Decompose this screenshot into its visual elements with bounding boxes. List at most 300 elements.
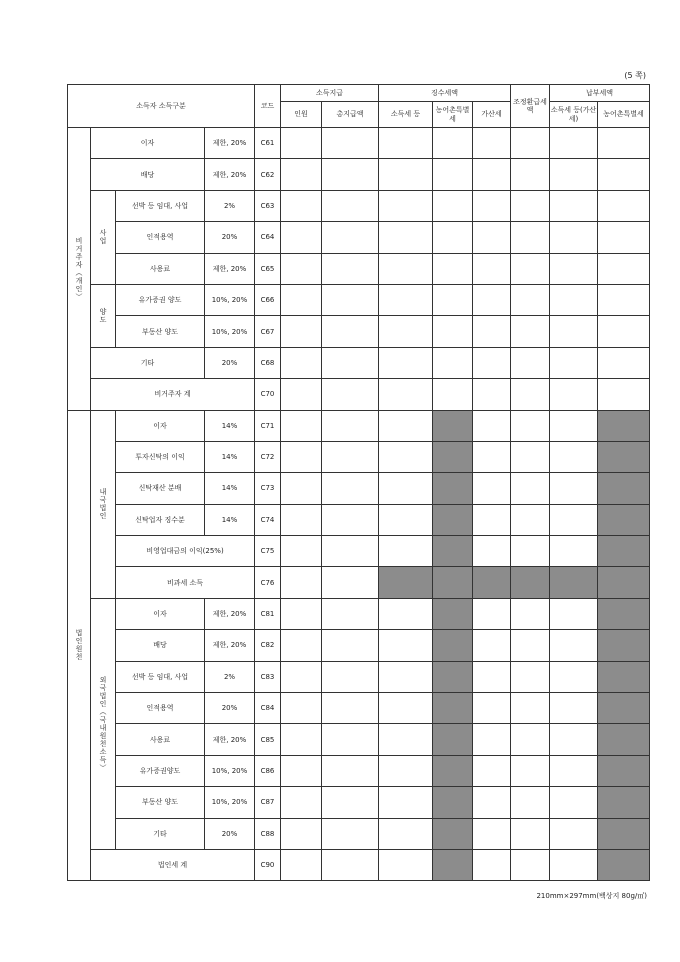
income-tax-header: 소득세 등 xyxy=(379,102,433,128)
row-code: C72 xyxy=(255,441,281,472)
foreign-corp-group: 외 국 법 인 ︵ 국 내 원 천 소 득 ︶ xyxy=(91,598,116,849)
row-label: 선박 등 임대, 사업 xyxy=(116,661,205,692)
rural-tax2-cell[interactable] xyxy=(598,316,650,347)
table-row xyxy=(68,190,650,221)
rural-tax2-cell[interactable] xyxy=(598,159,650,190)
rural-tax2-cell[interactable] xyxy=(598,598,650,629)
transfer-group: 양 도 xyxy=(91,284,116,347)
income-tax-cell[interactable] xyxy=(379,536,433,567)
rural-tax2-cell[interactable] xyxy=(598,284,650,315)
income-tax-cell[interactable] xyxy=(379,504,433,535)
payment-header: 소득지급 xyxy=(281,85,379,102)
people-cell[interactable] xyxy=(281,598,322,629)
row-code: C70 xyxy=(255,379,281,410)
table-row xyxy=(68,159,650,190)
rural-tax2-cell[interactable] xyxy=(598,724,650,755)
total-pay-cell[interactable] xyxy=(322,661,379,692)
income-tax-cell[interactable] xyxy=(379,347,433,378)
tax-rate: 2% xyxy=(205,190,255,221)
add-tax-header: 가산세 xyxy=(473,102,511,128)
domestic-corp-group: 내 국 법 인 xyxy=(91,410,116,598)
adjust-refund-header: 조정환급세액 xyxy=(511,85,550,128)
row-code: C74 xyxy=(255,504,281,535)
people-cell[interactable] xyxy=(281,347,322,378)
rural-tax-cell[interactable] xyxy=(433,190,473,221)
row-label: 기타 xyxy=(91,347,205,378)
row-code: C66 xyxy=(255,284,281,315)
row-label: 인적용역 xyxy=(116,693,205,724)
row-label: 배당 xyxy=(116,630,205,661)
tax-rate: 제한, 20% xyxy=(205,253,255,284)
adjust-refund-cell[interactable] xyxy=(511,598,550,629)
add-tax-cell[interactable] xyxy=(473,128,511,159)
adjust-refund-cell[interactable] xyxy=(511,190,550,221)
people-cell[interactable] xyxy=(281,441,322,472)
total-pay-cell[interactable] xyxy=(322,253,379,284)
people-cell[interactable] xyxy=(281,316,322,347)
total-pay-cell[interactable] xyxy=(322,190,379,221)
table-row xyxy=(68,661,650,692)
adjust-refund-cell[interactable] xyxy=(511,849,550,880)
adjust-refund-cell[interactable] xyxy=(511,536,550,567)
total-pay-cell[interactable] xyxy=(322,818,379,849)
income-tax-cell[interactable] xyxy=(379,128,433,159)
total-pay-cell[interactable] xyxy=(322,504,379,535)
adjust-refund-cell[interactable] xyxy=(511,159,550,190)
adjust-refund-cell[interactable] xyxy=(511,473,550,504)
rural-tax2-cell[interactable] xyxy=(598,441,650,472)
total-pay-cell[interactable] xyxy=(322,347,379,378)
rural-tax-cell[interactable] xyxy=(433,661,473,692)
row-code: C71 xyxy=(255,410,281,441)
row-label: 부동산 양도 xyxy=(116,787,205,818)
table-row xyxy=(68,410,650,441)
income-tax-incl-cell[interactable] xyxy=(550,410,598,441)
people-cell[interactable] xyxy=(281,159,322,190)
people-cell[interactable] xyxy=(281,755,322,786)
tax-rate: 14% xyxy=(205,473,255,504)
tax-rate: 20% xyxy=(205,818,255,849)
income-tax-cell[interactable] xyxy=(379,724,433,755)
add-tax-cell[interactable] xyxy=(473,441,511,472)
table-row xyxy=(68,441,650,472)
row-label: 비거주자 계 xyxy=(91,379,255,410)
income-tax-incl-cell[interactable] xyxy=(550,693,598,724)
income-tax-incl-cell[interactable] xyxy=(550,787,598,818)
row-code: C67 xyxy=(255,316,281,347)
income-tax-incl-cell[interactable] xyxy=(550,441,598,472)
row-code: C87 xyxy=(255,787,281,818)
total-pay-cell[interactable] xyxy=(322,473,379,504)
add-tax-cell[interactable] xyxy=(473,849,511,880)
income-tax-cell[interactable] xyxy=(379,410,433,441)
income-tax-incl-cell[interactable] xyxy=(550,159,598,190)
tax-rate: 14% xyxy=(205,441,255,472)
people-cell[interactable] xyxy=(281,504,322,535)
rural-tax-cell[interactable] xyxy=(433,787,473,818)
rural-tax2-cell[interactable] xyxy=(598,693,650,724)
people-cell[interactable] xyxy=(281,222,322,253)
rural-tax2-header: 농어촌특별세 xyxy=(598,102,650,128)
row-label: 이자 xyxy=(91,128,205,159)
table-row xyxy=(68,567,650,598)
rural-tax2-cell[interactable] xyxy=(598,755,650,786)
adjust-refund-cell[interactable] xyxy=(511,693,550,724)
income-tax-incl-cell[interactable] xyxy=(550,755,598,786)
people-cell[interactable] xyxy=(281,190,322,221)
adjust-refund-cell[interactable] xyxy=(511,818,550,849)
income-tax-cell[interactable] xyxy=(379,159,433,190)
adjust-refund-cell[interactable] xyxy=(511,630,550,661)
add-tax-cell[interactable] xyxy=(473,159,511,190)
adjust-refund-cell[interactable] xyxy=(511,787,550,818)
people-cell[interactable] xyxy=(281,253,322,284)
rural-tax2-cell[interactable] xyxy=(598,473,650,504)
row-code: C83 xyxy=(255,661,281,692)
income-tax-incl-cell[interactable] xyxy=(550,818,598,849)
row-label: 배당 xyxy=(91,159,205,190)
income-tax-cell[interactable] xyxy=(379,379,433,410)
rural-tax-cell[interactable] xyxy=(433,567,473,598)
add-tax-cell[interactable] xyxy=(473,755,511,786)
add-tax-cell[interactable] xyxy=(473,693,511,724)
nonresident-section: 비 거 주 자 ︵ 개 인 ︶ xyxy=(68,128,91,411)
rural-tax2-cell[interactable] xyxy=(598,128,650,159)
payment-tax-header: 납부세액 xyxy=(550,85,650,102)
total-pay-cell[interactable] xyxy=(322,379,379,410)
total-pay-cell[interactable] xyxy=(322,567,379,598)
paper-spec: 210mm×297mm(백상지 80g/㎡) xyxy=(536,892,647,900)
rural-tax-cell[interactable] xyxy=(433,379,473,410)
total-pay-header: 총지급액 xyxy=(322,102,379,128)
total-pay-cell[interactable] xyxy=(322,724,379,755)
income-tax-cell[interactable] xyxy=(379,849,433,880)
income-tax-cell[interactable] xyxy=(379,316,433,347)
income-tax-cell[interactable] xyxy=(379,630,433,661)
income-tax-incl-cell[interactable] xyxy=(550,379,598,410)
people-cell[interactable] xyxy=(281,473,322,504)
total-pay-cell[interactable] xyxy=(322,159,379,190)
adjust-refund-cell[interactable] xyxy=(511,128,550,159)
total-pay-cell[interactable] xyxy=(322,787,379,818)
table-row xyxy=(68,347,650,378)
page-number: (5 쪽) xyxy=(624,71,646,80)
people-cell[interactable] xyxy=(281,379,322,410)
rural-tax2-cell[interactable] xyxy=(598,410,650,441)
tax-rate: 20% xyxy=(205,222,255,253)
rural-tax2-cell[interactable] xyxy=(598,630,650,661)
add-tax-cell[interactable] xyxy=(473,630,511,661)
income-tax-cell[interactable] xyxy=(379,787,433,818)
tax-rate: 10%, 20% xyxy=(205,284,255,315)
rural-tax-cell[interactable] xyxy=(433,410,473,441)
add-tax-cell[interactable] xyxy=(473,567,511,598)
income-tax-cell[interactable] xyxy=(379,755,433,786)
income-tax-incl-cell[interactable] xyxy=(550,253,598,284)
income-tax-incl-cell[interactable] xyxy=(550,724,598,755)
people-cell[interactable] xyxy=(281,567,322,598)
rural-tax2-cell[interactable] xyxy=(598,504,650,535)
adjust-refund-cell[interactable] xyxy=(511,253,550,284)
rural-tax2-cell[interactable] xyxy=(598,190,650,221)
add-tax-cell[interactable] xyxy=(473,316,511,347)
add-tax-cell[interactable] xyxy=(473,253,511,284)
rural-tax2-cell[interactable] xyxy=(598,347,650,378)
row-code: C73 xyxy=(255,473,281,504)
people-cell[interactable] xyxy=(281,284,322,315)
income-class-header: 소득자 소득구분 xyxy=(68,85,255,128)
rural-tax2-cell[interactable] xyxy=(598,661,650,692)
add-tax-cell[interactable] xyxy=(473,190,511,221)
rural-tax-cell[interactable] xyxy=(433,128,473,159)
total-pay-cell[interactable] xyxy=(322,222,379,253)
income-tax-cell[interactable] xyxy=(379,473,433,504)
row-code: C81 xyxy=(255,598,281,629)
rural-tax-cell[interactable] xyxy=(433,284,473,315)
add-tax-cell[interactable] xyxy=(473,504,511,535)
adjust-refund-cell[interactable] xyxy=(511,347,550,378)
adjust-refund-cell[interactable] xyxy=(511,379,550,410)
rural-tax-cell[interactable] xyxy=(433,630,473,661)
total-pay-cell[interactable] xyxy=(322,693,379,724)
table-row xyxy=(68,818,650,849)
people-cell[interactable] xyxy=(281,536,322,567)
row-code: C75 xyxy=(255,536,281,567)
people-cell[interactable] xyxy=(281,693,322,724)
income-tax-cell[interactable] xyxy=(379,818,433,849)
rural-tax-cell[interactable] xyxy=(433,473,473,504)
row-code: C88 xyxy=(255,818,281,849)
add-tax-cell[interactable] xyxy=(473,222,511,253)
row-code: C85 xyxy=(255,724,281,755)
table-row xyxy=(68,849,650,880)
row-code: C76 xyxy=(255,567,281,598)
table-row xyxy=(68,755,650,786)
total-pay-cell[interactable] xyxy=(322,598,379,629)
row-label: 신탁업자 징수분 xyxy=(116,504,205,535)
table-row xyxy=(68,222,650,253)
adjust-refund-cell[interactable] xyxy=(511,441,550,472)
rural-tax-cell[interactable] xyxy=(433,253,473,284)
tax-rate: 제한, 20% xyxy=(205,724,255,755)
rural-tax-cell[interactable] xyxy=(433,598,473,629)
adjust-refund-cell[interactable] xyxy=(511,504,550,535)
rural-tax-cell[interactable] xyxy=(433,849,473,880)
total-pay-cell[interactable] xyxy=(322,128,379,159)
row-code: C84 xyxy=(255,693,281,724)
rural-tax2-cell[interactable] xyxy=(598,849,650,880)
rural-tax-cell[interactable] xyxy=(433,316,473,347)
add-tax-cell[interactable] xyxy=(473,347,511,378)
total-pay-cell[interactable] xyxy=(322,410,379,441)
table-row xyxy=(68,504,650,535)
tax-rate: 10%, 20% xyxy=(205,787,255,818)
add-tax-cell[interactable] xyxy=(473,724,511,755)
tax-rate: 제한, 20% xyxy=(205,159,255,190)
table-row xyxy=(68,284,650,315)
row-code: C62 xyxy=(255,159,281,190)
people-cell[interactable] xyxy=(281,787,322,818)
income-tax-incl-cell[interactable] xyxy=(550,567,598,598)
table-row xyxy=(68,316,650,347)
income-tax-cell[interactable] xyxy=(379,441,433,472)
code-header: 코드 xyxy=(255,85,281,128)
row-code: C61 xyxy=(255,128,281,159)
table-row xyxy=(68,536,650,567)
rural-tax-cell[interactable] xyxy=(433,159,473,190)
rural-tax2-cell[interactable] xyxy=(598,536,650,567)
adjust-refund-cell[interactable] xyxy=(511,316,550,347)
people-cell[interactable] xyxy=(281,818,322,849)
withholding-form-table xyxy=(67,84,650,881)
row-label: 유가증권 양도 xyxy=(116,284,205,315)
business-group: 사 업 xyxy=(91,190,116,284)
add-tax-cell[interactable] xyxy=(473,818,511,849)
total-pay-cell[interactable] xyxy=(322,284,379,315)
income-tax-incl-header: 소득세 등(가산세) xyxy=(550,102,598,128)
income-tax-incl-cell[interactable] xyxy=(550,128,598,159)
total-pay-cell[interactable] xyxy=(322,536,379,567)
tax-rate: 10%, 20% xyxy=(205,316,255,347)
row-code: C86 xyxy=(255,755,281,786)
add-tax-cell[interactable] xyxy=(473,787,511,818)
row-label: 사용료 xyxy=(116,724,205,755)
income-tax-incl-cell[interactable] xyxy=(550,316,598,347)
tax-rate: 14% xyxy=(205,504,255,535)
rural-tax2-cell[interactable] xyxy=(598,222,650,253)
rural-tax-cell[interactable] xyxy=(433,693,473,724)
tax-rate: 14% xyxy=(205,410,255,441)
table-row xyxy=(68,693,650,724)
table-row xyxy=(68,253,650,284)
table-row xyxy=(68,128,650,159)
income-tax-cell[interactable] xyxy=(379,693,433,724)
total-pay-cell[interactable] xyxy=(322,316,379,347)
table-row xyxy=(68,630,650,661)
income-tax-incl-cell[interactable] xyxy=(550,536,598,567)
row-label: 투자신탁의 이익 xyxy=(116,441,205,472)
people-cell[interactable] xyxy=(281,128,322,159)
income-tax-incl-cell[interactable] xyxy=(550,598,598,629)
rural-tax-cell[interactable] xyxy=(433,441,473,472)
rural-tax2-cell[interactable] xyxy=(598,818,650,849)
income-tax-cell[interactable] xyxy=(379,253,433,284)
row-code: C65 xyxy=(255,253,281,284)
rural-tax2-cell[interactable] xyxy=(598,787,650,818)
tax-rate: 2% xyxy=(205,661,255,692)
rural-tax-cell[interactable] xyxy=(433,222,473,253)
row-code: C63 xyxy=(255,190,281,221)
people-cell[interactable] xyxy=(281,849,322,880)
rural-tax-cell[interactable] xyxy=(433,536,473,567)
rural-tax-header: 농어촌특별세 xyxy=(433,102,473,128)
adjust-refund-cell[interactable] xyxy=(511,567,550,598)
row-code: C90 xyxy=(255,849,281,880)
add-tax-cell[interactable] xyxy=(473,410,511,441)
tax-rate: 20% xyxy=(205,693,255,724)
income-tax-incl-cell[interactable] xyxy=(550,661,598,692)
income-tax-incl-cell[interactable] xyxy=(550,473,598,504)
rural-tax-cell[interactable] xyxy=(433,504,473,535)
income-tax-incl-cell[interactable] xyxy=(550,190,598,221)
rural-tax2-cell[interactable] xyxy=(598,253,650,284)
tax-rate: 제한, 20% xyxy=(205,598,255,629)
row-label: 신탁재산 분배 xyxy=(116,473,205,504)
adjust-refund-cell[interactable] xyxy=(511,724,550,755)
add-tax-cell[interactable] xyxy=(473,661,511,692)
row-label: 이자 xyxy=(116,410,205,441)
row-label: 선박 등 임대, 사업 xyxy=(116,190,205,221)
income-tax-incl-cell[interactable] xyxy=(550,222,598,253)
total-pay-cell[interactable] xyxy=(322,630,379,661)
income-tax-incl-cell[interactable] xyxy=(550,630,598,661)
row-code: C64 xyxy=(255,222,281,253)
rural-tax-cell[interactable] xyxy=(433,347,473,378)
income-tax-cell[interactable] xyxy=(379,190,433,221)
row-label: 비과세 소득 xyxy=(116,567,255,598)
people-cell[interactable] xyxy=(281,630,322,661)
adjust-refund-cell[interactable] xyxy=(511,410,550,441)
income-tax-incl-cell[interactable] xyxy=(550,284,598,315)
adjust-refund-cell[interactable] xyxy=(511,755,550,786)
table-row xyxy=(68,598,650,629)
row-label: 사용료 xyxy=(116,253,205,284)
total-pay-cell[interactable] xyxy=(322,441,379,472)
income-tax-cell[interactable] xyxy=(379,222,433,253)
rural-tax-cell[interactable] xyxy=(433,755,473,786)
add-tax-cell[interactable] xyxy=(473,379,511,410)
row-label: 기타 xyxy=(116,818,205,849)
people-cell[interactable] xyxy=(281,661,322,692)
table-row xyxy=(68,473,650,504)
row-label: 유가증권양도 xyxy=(116,755,205,786)
rural-tax-cell[interactable] xyxy=(433,724,473,755)
row-code: C82 xyxy=(255,630,281,661)
income-tax-cell[interactable] xyxy=(379,567,433,598)
adjust-refund-cell[interactable] xyxy=(511,284,550,315)
row-label: 부동산 양도 xyxy=(116,316,205,347)
income-tax-cell[interactable] xyxy=(379,661,433,692)
people-cell[interactable] xyxy=(281,410,322,441)
table-row xyxy=(68,379,650,410)
tax-rate: 제한, 20% xyxy=(205,630,255,661)
row-label: 이자 xyxy=(116,598,205,629)
income-tax-incl-cell[interactable] xyxy=(550,849,598,880)
add-tax-cell[interactable] xyxy=(473,598,511,629)
add-tax-cell[interactable] xyxy=(473,536,511,567)
row-label: 인적용역 xyxy=(116,222,205,253)
tax-rate: 제한, 20% xyxy=(205,128,255,159)
adjust-refund-cell[interactable] xyxy=(511,222,550,253)
add-tax-cell[interactable] xyxy=(473,284,511,315)
total-pay-cell[interactable] xyxy=(322,755,379,786)
income-tax-incl-cell[interactable] xyxy=(550,347,598,378)
rural-tax-cell[interactable] xyxy=(433,818,473,849)
income-tax-incl-cell[interactable] xyxy=(550,504,598,535)
total-pay-cell[interactable] xyxy=(322,849,379,880)
people-cell[interactable] xyxy=(281,724,322,755)
add-tax-cell[interactable] xyxy=(473,473,511,504)
rural-tax2-cell[interactable] xyxy=(598,567,650,598)
tax-rate: 10%, 20% xyxy=(205,755,255,786)
rural-tax2-cell[interactable] xyxy=(598,379,650,410)
table-row xyxy=(68,724,650,755)
row-label: 법인세 계 xyxy=(91,849,255,880)
table-row xyxy=(68,787,650,818)
income-tax-cell[interactable] xyxy=(379,598,433,629)
adjust-refund-cell[interactable] xyxy=(511,661,550,692)
income-tax-cell[interactable] xyxy=(379,284,433,315)
